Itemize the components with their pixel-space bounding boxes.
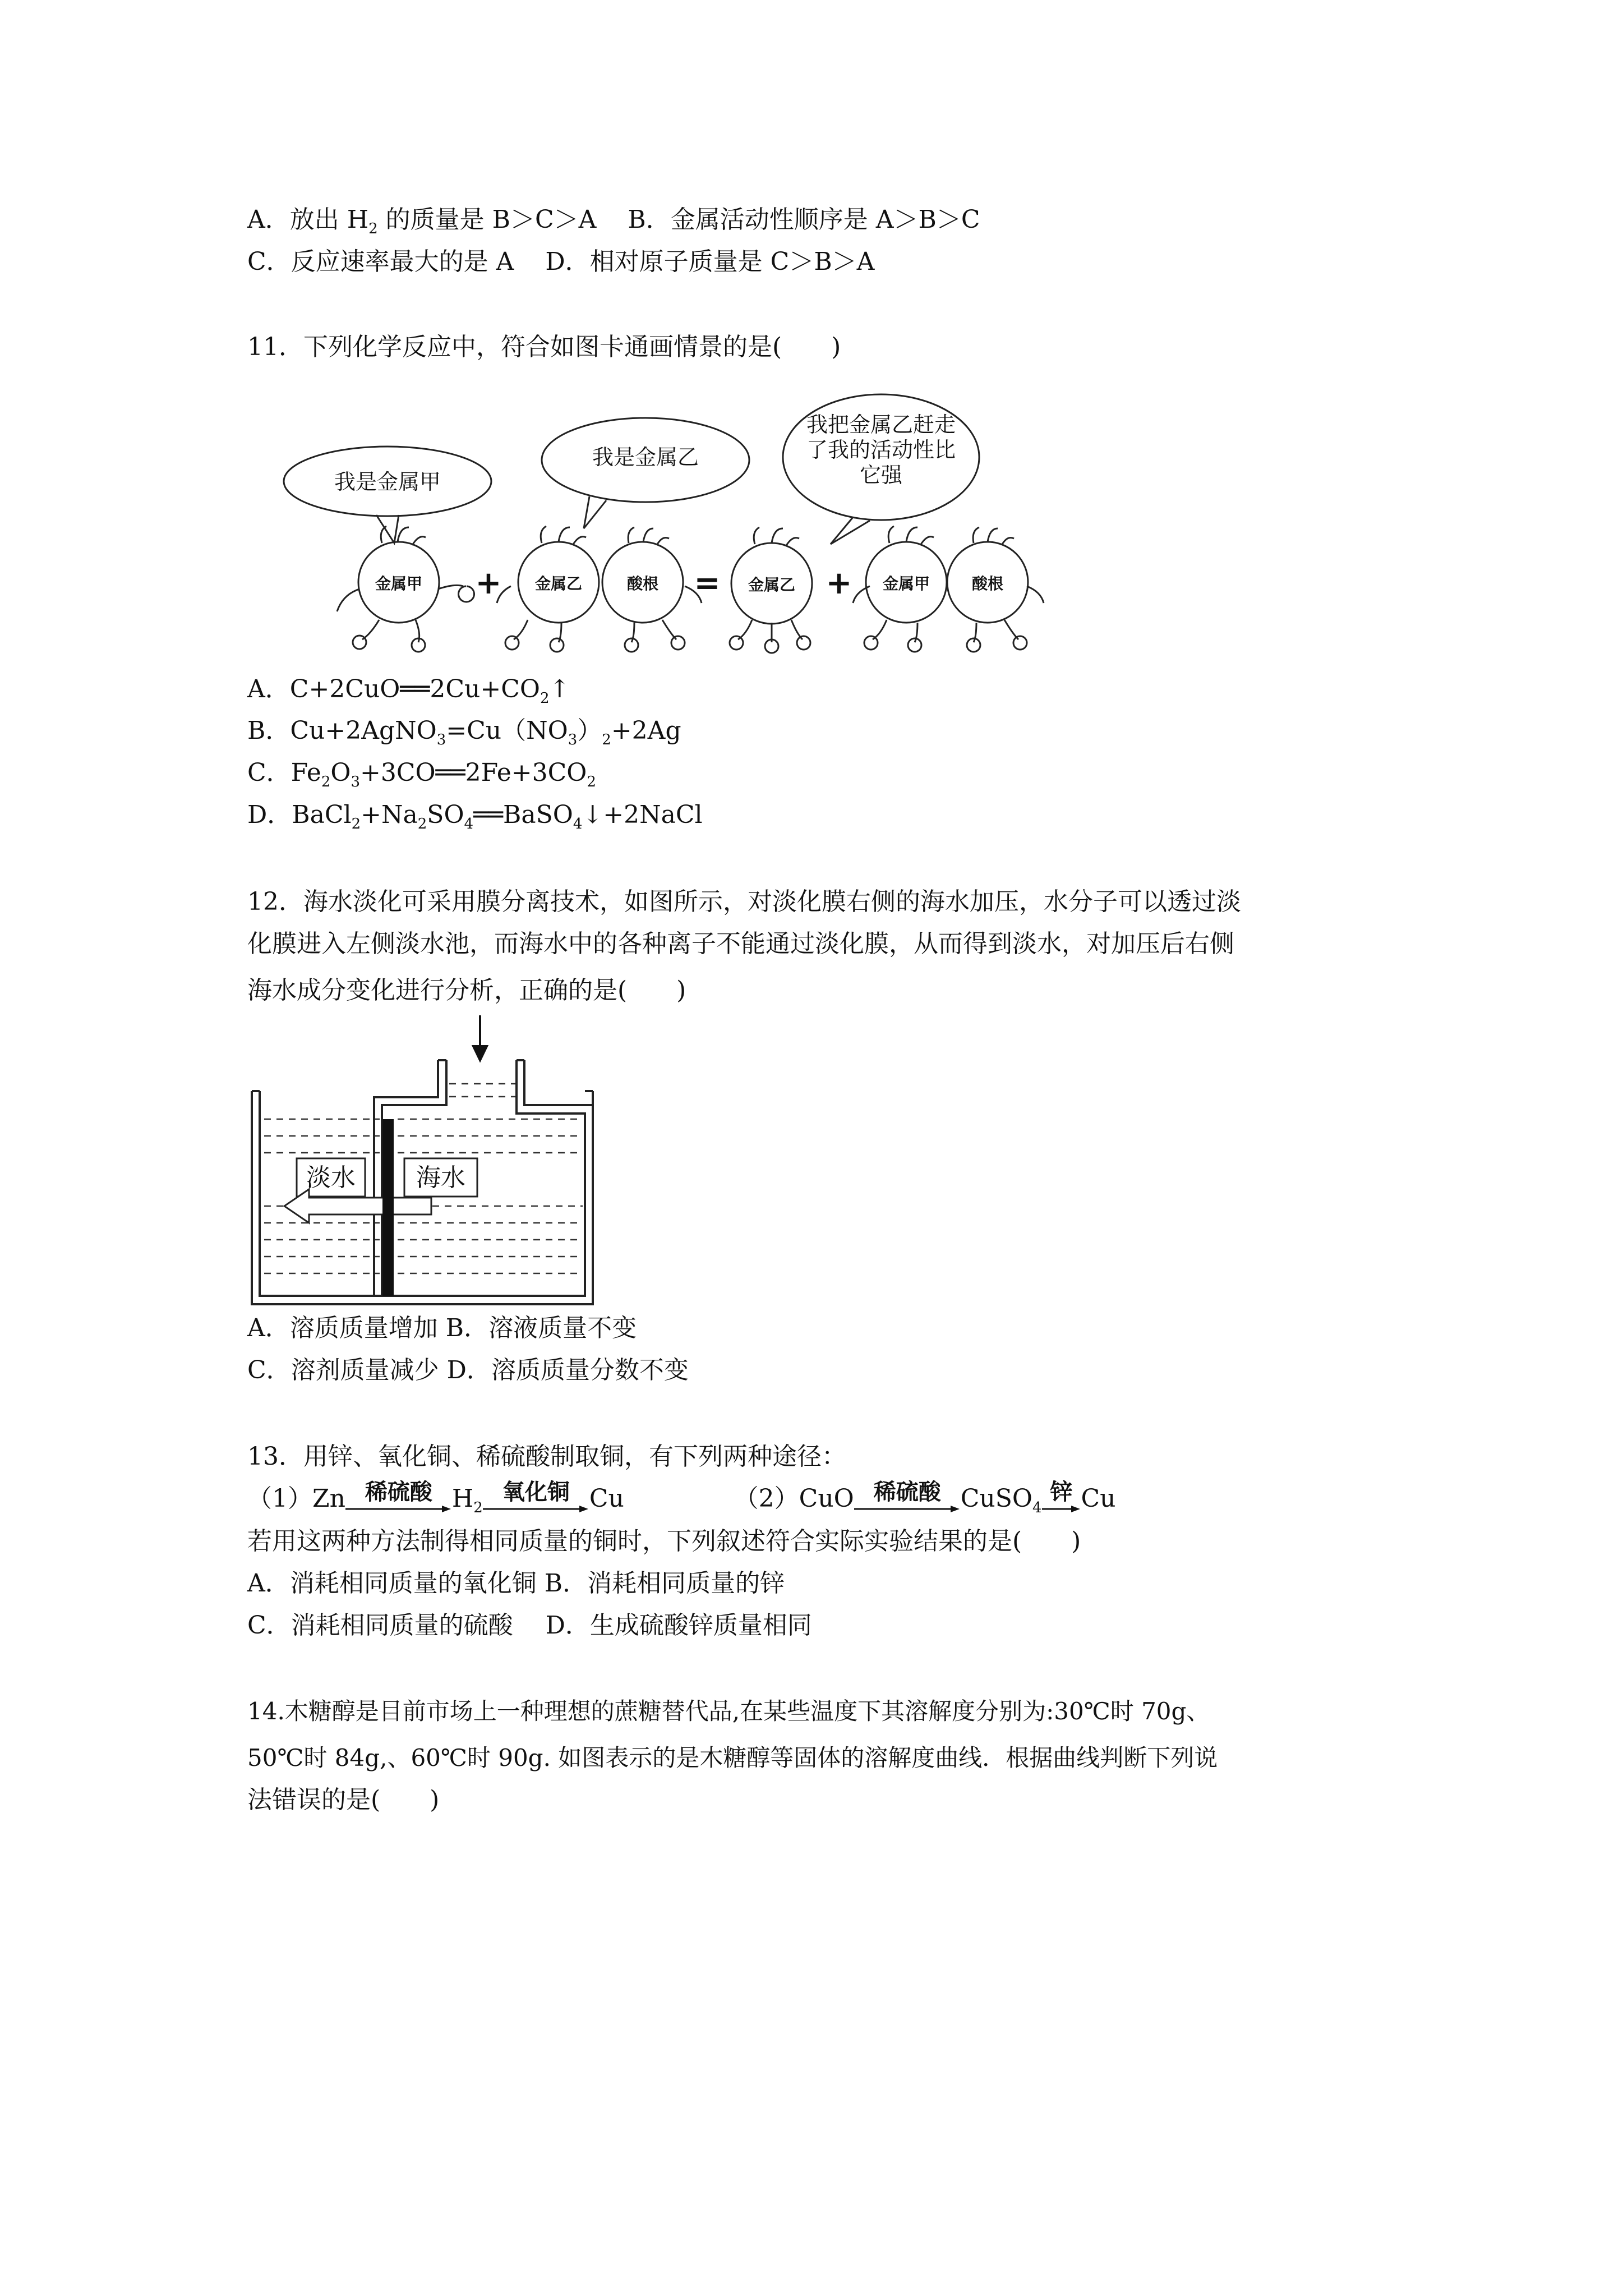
- route1-step2-arrow: [483, 1479, 589, 1516]
- q10-option-a: A．放出 H: [247, 205, 369, 234]
- bubble-text-3-line3: 它强: [859, 463, 903, 487]
- text: O: [330, 758, 351, 787]
- plus-sign-2: +: [826, 565, 852, 601]
- desalination-figure: [247, 1015, 606, 1307]
- q14-stem-line2: 50℃时 84g,、60℃时 90g. 如图表示的是木糖醇等固体的溶解度曲线．根据曲线判断下列说: [247, 1744, 1218, 1772]
- bubble-text-1: 我是金属甲: [334, 470, 441, 494]
- subscript: 3: [568, 731, 578, 748]
- bubble-text-3-line1: 我把金属乙赶走: [806, 412, 956, 437]
- subscript: 2: [473, 1499, 483, 1516]
- equals-double-line: ══: [473, 800, 504, 829]
- route1-end: Cu: [589, 1484, 624, 1513]
- route1-start: （1）Zn: [247, 1484, 345, 1513]
- text: A．C+2CuO: [247, 675, 400, 703]
- q13-stem: 13．用锌、氧化铜、稀硫酸制取铜，有下列两种途径：: [247, 1442, 846, 1471]
- subscript: 3: [436, 731, 446, 748]
- metal-cartoon-figure: [247, 393, 1077, 662]
- q10-option-d: D．相对原子质量是 C＞B＞A: [545, 247, 875, 276]
- text: SO: [427, 800, 464, 829]
- text: =Cu（NO: [446, 716, 568, 745]
- text: 2Fe+3CO: [465, 758, 587, 787]
- q13-stem2: 若用这两种方法制得相同质量的铜时，下列叙述符合实际实验结果的是( ): [247, 1527, 1081, 1556]
- text: C．Fe: [247, 758, 321, 787]
- q10-option-b: B．金属活动性顺序是 A＞B＞C: [628, 205, 980, 234]
- q12-options-row2: C．溶剂质量减少 D．溶质质量分数不变: [247, 1356, 689, 1384]
- character-label-6: 酸根: [971, 574, 1004, 593]
- condition-label: 稀硫酸: [365, 1479, 432, 1505]
- q13-options-row2: C．消耗相同质量的硫酸 D．生成硫酸锌质量相同: [247, 1611, 812, 1640]
- condition-label: 氧化铜: [502, 1479, 570, 1505]
- subscript: 4: [1032, 1499, 1042, 1516]
- subscript: 3: [351, 774, 360, 790]
- route2-end: Cu: [1081, 1484, 1116, 1513]
- q11-option-a: [247, 673, 570, 706]
- q10-options-row1: [247, 203, 980, 237]
- route2-step2-arrow: [1042, 1479, 1081, 1516]
- text: B．Cu+2AgNO: [247, 716, 437, 745]
- q13-routes: [247, 1479, 1116, 1516]
- subscript: 2: [351, 816, 361, 832]
- text: +2Ag: [611, 716, 681, 745]
- route1-step1-arrow: [345, 1479, 452, 1516]
- pressure-arrow-icon: [473, 1015, 487, 1060]
- text: +3CO: [360, 758, 436, 787]
- q13-options-row1: A．消耗相同质量的氧化铜 B．消耗相同质量的锌: [247, 1569, 785, 1598]
- subscript: 4: [573, 816, 583, 832]
- character-label-1: 金属甲: [375, 574, 423, 593]
- bubble-text-3-line2: 了我的活动性比: [806, 438, 956, 462]
- subscript: 2: [321, 774, 331, 790]
- subscript: 2: [587, 774, 596, 790]
- q11-stem: 11．下列化学反应中，符合如图卡通画情景的是( ): [247, 333, 841, 361]
- q12-options-row1: A．溶质质量增加 B．溶液质量不变: [247, 1314, 637, 1342]
- equals-sign: =: [694, 565, 721, 601]
- q10-option-c: C．反应速率最大的是 A: [247, 247, 514, 276]
- condition-label: 锌: [1050, 1479, 1073, 1505]
- route1-mid: H: [451, 1484, 474, 1513]
- condition-label: 稀硫酸: [873, 1479, 941, 1505]
- subscript: 2: [368, 220, 378, 237]
- text: 2Cu+CO: [430, 675, 540, 703]
- text: +Na: [361, 800, 418, 829]
- text: D．BaCl: [247, 800, 352, 829]
- q12-stem-line2: 化膜进入左侧淡水池，而海水中的各种离子不能通过淡化膜，从而得到淡水，对加压后右侧: [247, 930, 1234, 958]
- bubble-text-2: 我是金属乙: [592, 445, 699, 470]
- fresh-water-label: 淡水: [306, 1163, 356, 1192]
- equals-double-line: ══: [400, 675, 430, 703]
- subscript: 2: [417, 816, 427, 832]
- text: ）: [577, 716, 602, 745]
- q10-options-row2: [247, 245, 874, 279]
- route2-start: （2）CuO: [734, 1484, 854, 1513]
- q12-stem-line3: 海水成分变化进行分析，正确的是( ): [247, 976, 686, 1005]
- equals-double-line: ══: [435, 758, 465, 787]
- q14-stem-line1: 14.木糖醇是目前市场上一种理想的蔗糖替代品,在某些温度下其溶解度分别为:30℃时 70g、: [247, 1697, 1210, 1725]
- q11-option-b: [247, 714, 681, 748]
- character-label-3: 酸根: [626, 574, 659, 593]
- character-label-4: 金属乙: [748, 576, 796, 594]
- subscript: 2: [540, 690, 550, 707]
- q14-stem-line3: 法错误的是( ): [247, 1786, 440, 1814]
- character-label-2: 金属乙: [534, 574, 583, 593]
- plus-sign-1: +: [475, 565, 502, 601]
- gas-arrow: ↑: [549, 675, 570, 703]
- subscript: 4: [464, 816, 474, 832]
- route2-mid: CuSO: [960, 1484, 1032, 1513]
- q12-stem-line1: 12．海水淡化可采用膜分离技术，如图所示，对淡化膜右侧的海水加压，水分子可以透过淡: [247, 887, 1241, 916]
- q11-option-c: [247, 756, 596, 790]
- q11-option-d: [247, 798, 703, 832]
- text: ↓+2NaCl: [582, 800, 703, 829]
- character-label-5: 金属甲: [882, 574, 930, 593]
- sea-water-label: 海水: [416, 1163, 465, 1192]
- route2-step1-arrow: [854, 1479, 961, 1516]
- subscript: 2: [602, 731, 611, 748]
- q10-option-a-rest: 的质量是 B＞C＞A: [377, 205, 597, 234]
- text: BaSO: [503, 800, 573, 829]
